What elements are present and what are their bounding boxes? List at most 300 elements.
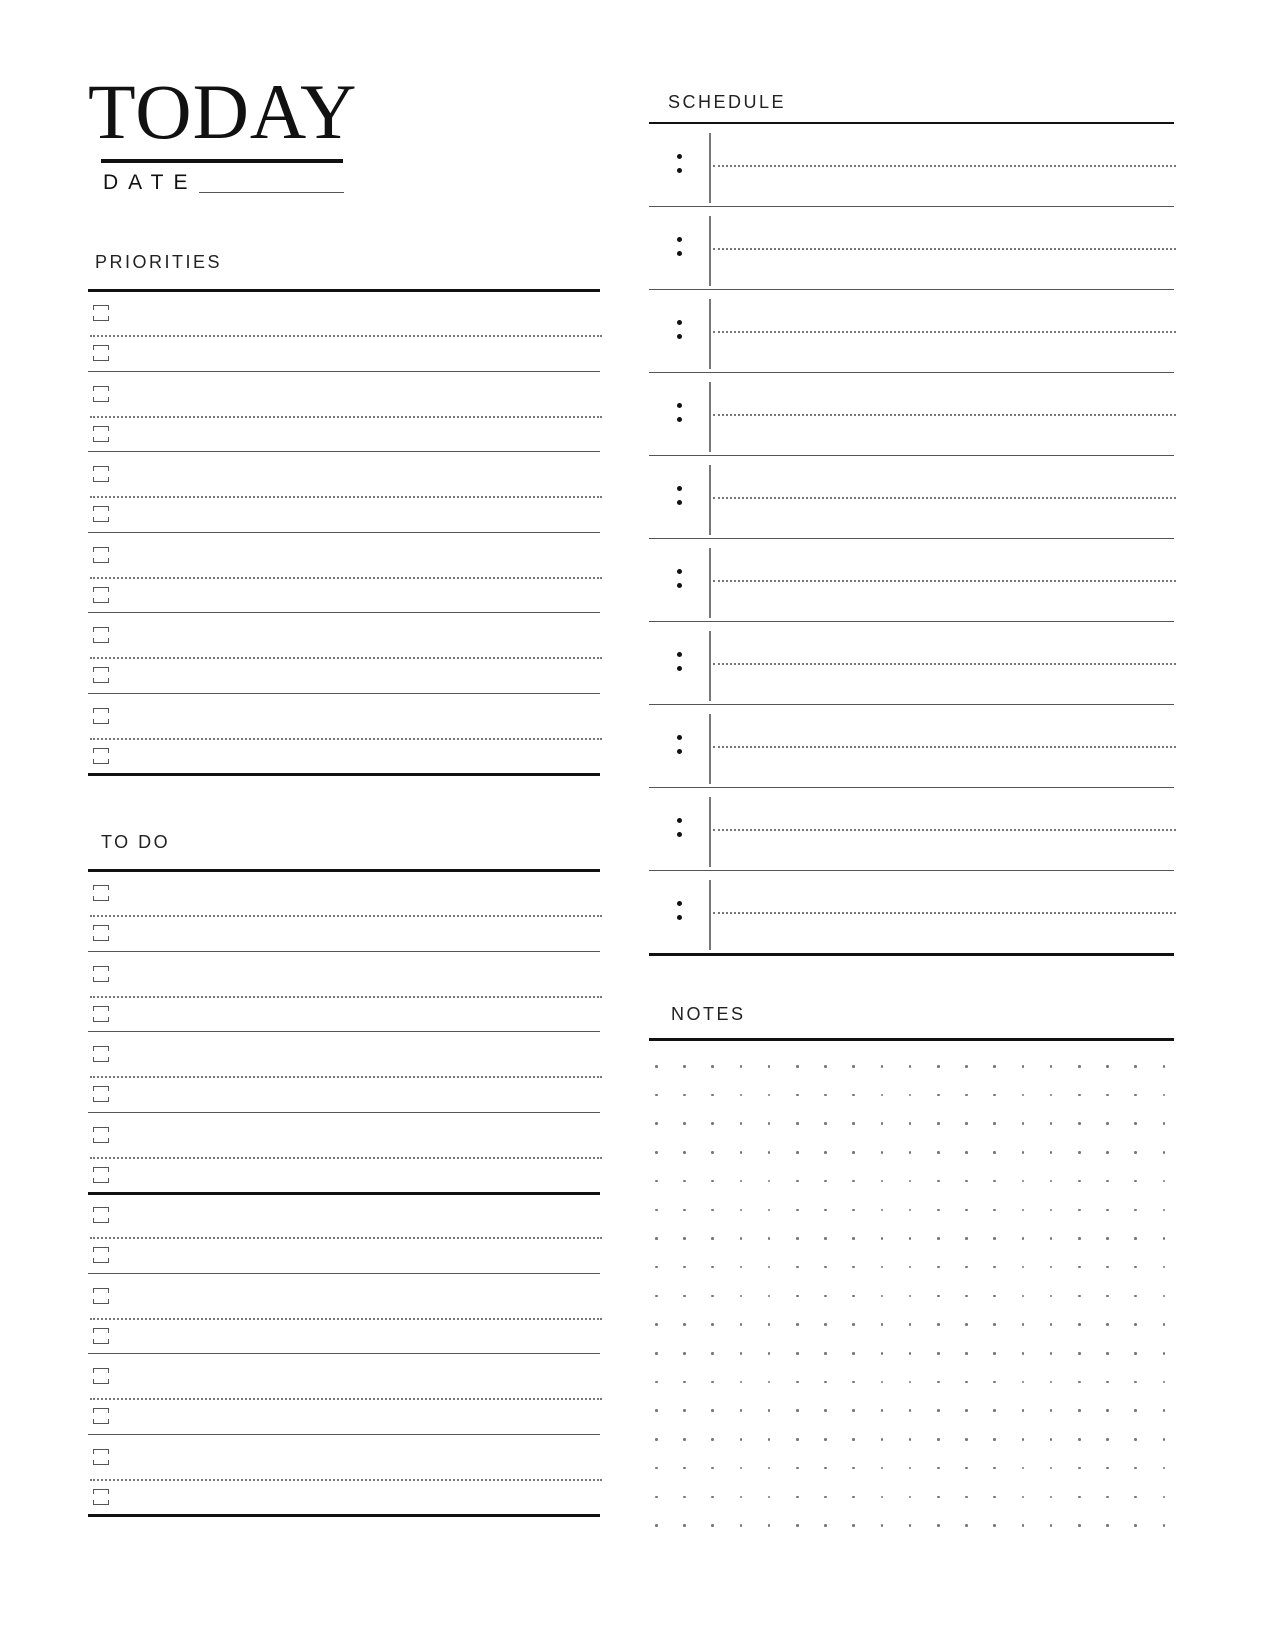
grid-dot (1050, 1409, 1053, 1412)
grid-dot (852, 1524, 855, 1527)
schedule-write-line[interactable] (713, 165, 1176, 167)
schedule-slot-divider (649, 289, 1174, 290)
grid-dot (824, 1352, 827, 1355)
grid-dot (768, 1266, 771, 1269)
grid-dot (852, 1151, 855, 1154)
grid-dot (852, 1323, 855, 1326)
grid-dot (993, 1323, 996, 1326)
grid-dot (1106, 1409, 1109, 1412)
grid-dot (711, 1496, 714, 1499)
grid-dot (965, 1524, 968, 1527)
grid-dot (683, 1237, 686, 1240)
grid-dot (909, 1438, 912, 1441)
grid-dot (711, 1266, 714, 1269)
grid-dot (796, 1409, 799, 1412)
page-title: TODAY (88, 68, 358, 155)
grid-dot (965, 1237, 968, 1240)
grid-dot (655, 1237, 658, 1240)
grid-dot (655, 1496, 658, 1499)
todo-write-line[interactable] (90, 1398, 602, 1400)
grid-dot (1078, 1180, 1081, 1183)
grid-dot (655, 1065, 658, 1068)
grid-dot (993, 1209, 996, 1212)
grid-dot (711, 1151, 714, 1154)
grid-dot (1163, 1409, 1166, 1412)
time-divider (709, 880, 711, 950)
grid-dot (1022, 1467, 1025, 1470)
todo-write-line[interactable] (90, 1076, 602, 1078)
time-colon (677, 237, 685, 259)
grid-dot (881, 1237, 884, 1240)
grid-dot (1050, 1180, 1053, 1183)
grid-dot (909, 1209, 912, 1212)
priority-checkbox[interactable] (93, 547, 109, 563)
grid-dot (768, 1094, 771, 1097)
grid-dot (1134, 1180, 1137, 1183)
time-colon (677, 901, 685, 923)
grid-dot (1078, 1295, 1081, 1298)
time-divider (709, 714, 711, 784)
grid-dot (1022, 1151, 1025, 1154)
grid-dot (1050, 1122, 1053, 1125)
grid-dot (1163, 1065, 1166, 1068)
todo-row-divider (88, 1514, 600, 1517)
time-colon (677, 486, 685, 508)
grid-dot (796, 1094, 799, 1097)
grid-dot (824, 1438, 827, 1441)
todo-write-line[interactable] (90, 915, 602, 917)
priority-row-divider (88, 451, 600, 452)
grid-dot (711, 1323, 714, 1326)
grid-dot (993, 1295, 996, 1298)
grid-dot (1163, 1122, 1166, 1125)
grid-dot (683, 1409, 686, 1412)
grid-dot (965, 1094, 968, 1097)
grid-dot (993, 1122, 996, 1125)
schedule-slot-divider (649, 870, 1174, 871)
grid-dot (824, 1381, 827, 1384)
grid-dot (937, 1266, 940, 1269)
time-divider (709, 797, 711, 867)
grid-dot (655, 1151, 658, 1154)
todo-checkbox[interactable] (93, 925, 109, 941)
todo-checkbox[interactable] (93, 1127, 109, 1143)
grid-dot (683, 1467, 686, 1470)
grid-dot (1163, 1094, 1166, 1097)
grid-dot (796, 1237, 799, 1240)
priority-checkbox[interactable] (93, 466, 109, 482)
grid-dot (1134, 1409, 1137, 1412)
todo-checkbox[interactable] (93, 966, 109, 982)
grid-dot (937, 1122, 940, 1125)
time-colon (677, 320, 685, 342)
schedule-write-line[interactable] (713, 829, 1176, 831)
grid-dot (796, 1467, 799, 1470)
todo-checkbox[interactable] (93, 1167, 109, 1183)
grid-dot (937, 1409, 940, 1412)
grid-dot (824, 1065, 827, 1068)
grid-dot (1050, 1467, 1053, 1470)
grid-dot (993, 1180, 996, 1183)
schedule-write-line[interactable] (713, 414, 1176, 416)
grid-dot (1106, 1496, 1109, 1499)
grid-dot (1134, 1323, 1137, 1326)
grid-dot (881, 1524, 884, 1527)
grid-dot (711, 1180, 714, 1183)
grid-dot (1050, 1496, 1053, 1499)
grid-dot (824, 1180, 827, 1183)
grid-dot (1134, 1266, 1137, 1269)
todo-checkbox[interactable] (93, 1328, 109, 1344)
grid-dot (1050, 1094, 1053, 1097)
todo-write-line[interactable] (90, 1237, 602, 1239)
grid-dot (993, 1409, 996, 1412)
schedule-slot-divider (649, 372, 1174, 373)
todo-checkbox[interactable] (93, 1489, 109, 1505)
time-colon (677, 403, 685, 425)
todo-checkbox[interactable] (93, 1247, 109, 1263)
grid-dot (965, 1467, 968, 1470)
grid-dot (852, 1094, 855, 1097)
grid-dot (796, 1065, 799, 1068)
grid-dot (824, 1209, 827, 1212)
grid-dot (1106, 1180, 1109, 1183)
time-divider (709, 299, 711, 369)
schedule-write-line[interactable] (713, 663, 1176, 665)
grid-dot (1022, 1352, 1025, 1355)
grid-dot (1022, 1094, 1025, 1097)
grid-dot (711, 1065, 714, 1068)
grid-dot (909, 1323, 912, 1326)
grid-dot (711, 1295, 714, 1298)
priority-checkbox[interactable] (93, 667, 109, 683)
grid-dot (683, 1065, 686, 1068)
grid-dot (965, 1122, 968, 1125)
notes-heading: NOTES (671, 1004, 746, 1024)
grid-dot (740, 1323, 743, 1326)
grid-dot (1050, 1209, 1053, 1212)
grid-dot (740, 1209, 743, 1212)
grid-dot (1134, 1438, 1137, 1441)
time-divider (709, 382, 711, 452)
todo-row-divider (88, 1112, 600, 1113)
grid-dot (1134, 1094, 1137, 1097)
grid-dot (683, 1496, 686, 1499)
grid-dot (937, 1094, 940, 1097)
grid-dot (965, 1381, 968, 1384)
todo-row-divider (88, 951, 600, 952)
grid-dot (740, 1122, 743, 1125)
grid-dot (852, 1409, 855, 1412)
grid-dot (824, 1467, 827, 1470)
grid-dot (937, 1295, 940, 1298)
grid-dot (909, 1352, 912, 1355)
grid-dot (1022, 1122, 1025, 1125)
grid-dot (1163, 1352, 1166, 1355)
grid-dot (937, 1524, 940, 1527)
grid-dot (1163, 1209, 1166, 1212)
grid-dot (1078, 1094, 1081, 1097)
grid-dot (655, 1122, 658, 1125)
grid-dot (852, 1352, 855, 1355)
grid-dot (824, 1094, 827, 1097)
todo-write-line[interactable] (90, 1318, 602, 1320)
grid-dot (965, 1323, 968, 1326)
grid-dot (909, 1496, 912, 1499)
schedule-write-line[interactable] (713, 248, 1176, 250)
priority-checkbox[interactable] (93, 305, 109, 321)
priority-write-line[interactable] (90, 738, 602, 740)
time-divider (709, 548, 711, 618)
todo-heading: TO DO (101, 832, 171, 852)
grid-dot (965, 1409, 968, 1412)
grid-dot (1022, 1381, 1025, 1384)
grid-dot (881, 1065, 884, 1068)
notes-top-rule (649, 1038, 1174, 1041)
priority-checkbox[interactable] (93, 426, 109, 442)
grid-dot (1163, 1180, 1166, 1183)
grid-dot (1163, 1295, 1166, 1298)
grid-dot (824, 1295, 827, 1298)
grid-dot (1163, 1151, 1166, 1154)
todo-checkbox[interactable] (93, 1207, 109, 1223)
grid-dot (711, 1352, 714, 1355)
grid-dot (1134, 1524, 1137, 1527)
priority-checkbox[interactable] (93, 708, 109, 724)
grid-dot (768, 1352, 771, 1355)
priority-checkbox[interactable] (93, 587, 109, 603)
grid-dot (655, 1209, 658, 1212)
priorities-heading: PRIORITIES (95, 252, 223, 272)
grid-dot (852, 1467, 855, 1470)
grid-dot (768, 1467, 771, 1470)
priority-write-line[interactable] (90, 657, 602, 659)
grid-dot (740, 1496, 743, 1499)
priority-row-divider (88, 532, 600, 533)
schedule-slot-divider (649, 455, 1174, 456)
priority-row-divider (88, 371, 600, 372)
todo-write-line[interactable] (90, 996, 602, 998)
grid-dot (1134, 1467, 1137, 1470)
grid-dot (881, 1295, 884, 1298)
grid-dot (711, 1122, 714, 1125)
grid-dot (993, 1094, 996, 1097)
todo-checkbox[interactable] (93, 1449, 109, 1465)
priority-row-divider (88, 773, 600, 776)
title-underline (101, 159, 343, 163)
grid-dot (655, 1323, 658, 1326)
grid-dot (683, 1323, 686, 1326)
priority-write-line[interactable] (90, 577, 602, 579)
grid-dot (993, 1151, 996, 1154)
grid-dot (1163, 1381, 1166, 1384)
priority-write-line[interactable] (90, 496, 602, 498)
todo-checkbox[interactable] (93, 885, 109, 901)
todo-checkbox[interactable] (93, 1408, 109, 1424)
grid-dot (1106, 1209, 1109, 1212)
grid-dot (796, 1122, 799, 1125)
schedule-write-line[interactable] (713, 497, 1176, 499)
grid-dot (993, 1438, 996, 1441)
grid-dot (1106, 1237, 1109, 1240)
todo-write-line[interactable] (90, 1479, 602, 1481)
grid-dot (1078, 1122, 1081, 1125)
grid-dot (740, 1094, 743, 1097)
grid-dot (852, 1266, 855, 1269)
grid-dot (965, 1266, 968, 1269)
grid-dot (852, 1122, 855, 1125)
grid-dot (1106, 1352, 1109, 1355)
grid-dot (881, 1496, 884, 1499)
grid-dot (1078, 1409, 1081, 1412)
grid-dot (824, 1237, 827, 1240)
grid-dot (1163, 1524, 1166, 1527)
grid-dot (796, 1209, 799, 1212)
grid-dot (824, 1266, 827, 1269)
grid-dot (655, 1467, 658, 1470)
schedule-slot-divider (649, 538, 1174, 539)
grid-dot (740, 1352, 743, 1355)
todo-checkbox[interactable] (93, 1086, 109, 1102)
grid-dot (937, 1438, 940, 1441)
grid-dot (683, 1122, 686, 1125)
grid-dot (881, 1352, 884, 1355)
grid-dot (965, 1209, 968, 1212)
grid-dot (683, 1151, 686, 1154)
schedule-write-line[interactable] (713, 912, 1176, 914)
todo-row-divider (88, 1031, 600, 1032)
grid-dot (965, 1352, 968, 1355)
grid-dot (881, 1122, 884, 1125)
grid-dot (1106, 1122, 1109, 1125)
priority-write-line[interactable] (90, 416, 602, 418)
time-colon (677, 154, 685, 176)
grid-dot (1022, 1524, 1025, 1527)
grid-dot (796, 1438, 799, 1441)
schedule-write-line[interactable] (713, 331, 1176, 333)
grid-dot (683, 1381, 686, 1384)
todo-checkbox[interactable] (93, 1046, 109, 1062)
time-colon (677, 569, 685, 591)
grid-dot (993, 1237, 996, 1240)
grid-dot (1106, 1295, 1109, 1298)
grid-dot (740, 1151, 743, 1154)
grid-dot (881, 1266, 884, 1269)
grid-dot (993, 1381, 996, 1384)
grid-dot (1078, 1496, 1081, 1499)
grid-dot (1078, 1065, 1081, 1068)
grid-dot (965, 1065, 968, 1068)
grid-dot (740, 1409, 743, 1412)
priority-checkbox[interactable] (93, 506, 109, 522)
priority-checkbox[interactable] (93, 345, 109, 361)
todo-checkbox[interactable] (93, 1368, 109, 1384)
grid-dot (1022, 1209, 1025, 1212)
grid-dot (1078, 1524, 1081, 1527)
grid-dot (1106, 1266, 1109, 1269)
grid-dot (909, 1094, 912, 1097)
priority-checkbox[interactable] (93, 627, 109, 643)
schedule-heading: SCHEDULE (668, 92, 787, 112)
grid-dot (1134, 1065, 1137, 1068)
priority-write-line[interactable] (90, 335, 602, 337)
grid-dot (683, 1524, 686, 1527)
priority-checkbox[interactable] (93, 386, 109, 402)
grid-dot (683, 1209, 686, 1212)
todo-checkbox[interactable] (93, 1006, 109, 1022)
grid-dot (768, 1409, 771, 1412)
grid-dot (965, 1496, 968, 1499)
grid-dot (1134, 1209, 1137, 1212)
grid-dot (993, 1065, 996, 1068)
grid-dot (909, 1266, 912, 1269)
grid-dot (796, 1266, 799, 1269)
grid-dot (1022, 1438, 1025, 1441)
grid-dot (881, 1438, 884, 1441)
grid-dot (965, 1151, 968, 1154)
grid-dot (1022, 1409, 1025, 1412)
todo-write-line[interactable] (90, 1157, 602, 1159)
grid-dot (796, 1352, 799, 1355)
grid-dot (655, 1409, 658, 1412)
grid-dot (824, 1496, 827, 1499)
time-divider (709, 465, 711, 535)
grid-dot (937, 1065, 940, 1068)
date-field-line[interactable] (199, 192, 344, 193)
grid-dot (768, 1438, 771, 1441)
grid-dot (1106, 1524, 1109, 1527)
priority-checkbox[interactable] (93, 748, 109, 764)
todo-checkbox[interactable] (93, 1288, 109, 1304)
grid-dot (740, 1467, 743, 1470)
grid-dot (655, 1524, 658, 1527)
grid-dot (768, 1323, 771, 1326)
grid-dot (909, 1237, 912, 1240)
schedule-write-line[interactable] (713, 746, 1176, 748)
todo-row-divider (88, 1273, 600, 1274)
grid-dot (796, 1323, 799, 1326)
grid-dot (1163, 1266, 1166, 1269)
grid-dot (1134, 1122, 1137, 1125)
grid-dot (711, 1438, 714, 1441)
grid-dot (655, 1266, 658, 1269)
schedule-write-line[interactable] (713, 580, 1176, 582)
grid-dot (768, 1524, 771, 1527)
schedule-slot-divider (649, 787, 1174, 788)
grid-dot (1050, 1323, 1053, 1326)
grid-dot (881, 1094, 884, 1097)
grid-dot (768, 1381, 771, 1384)
grid-dot (993, 1524, 996, 1527)
grid-dot (909, 1122, 912, 1125)
grid-dot (683, 1180, 686, 1183)
grid-dot (824, 1122, 827, 1125)
grid-dot (824, 1524, 827, 1527)
grid-dot (1022, 1323, 1025, 1326)
grid-dot (1134, 1237, 1137, 1240)
priority-row-divider (88, 693, 600, 694)
grid-dot (1078, 1209, 1081, 1212)
grid-dot (937, 1496, 940, 1499)
grid-dot (740, 1266, 743, 1269)
grid-dot (1050, 1151, 1053, 1154)
grid-dot (909, 1524, 912, 1527)
grid-dot (796, 1524, 799, 1527)
grid-dot (1022, 1237, 1025, 1240)
grid-dot (1106, 1151, 1109, 1154)
grid-dot (881, 1151, 884, 1154)
grid-dot (768, 1237, 771, 1240)
